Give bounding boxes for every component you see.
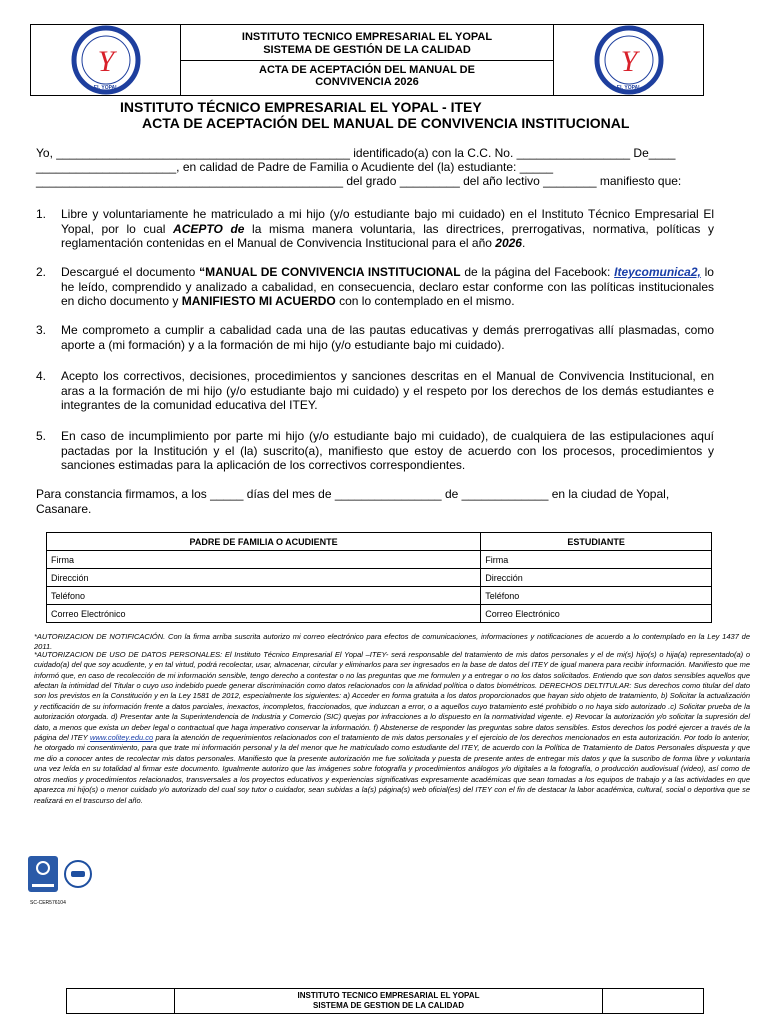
svg-text:Y: Y bbox=[97, 45, 114, 78]
table-row bbox=[47, 569, 712, 587]
closing-statement: Para constancia firmamos, a los _____ días del mes de ________________ de _____________ en la ciudad de Yopal, Casanare. bbox=[36, 487, 670, 516]
column-header-parent: PADRE DE FAMILIA O ACUDIENTE bbox=[47, 533, 481, 551]
certificate-code: SC-CER576104 bbox=[30, 900, 66, 906]
iqnet-cert-icon bbox=[64, 860, 92, 888]
email-field-student[interactable]: Correo Electrónico bbox=[481, 605, 712, 623]
email-field-parent[interactable]: Correo Electrónico bbox=[47, 605, 481, 623]
footer-line1: INSTITUTO TECNICO EMPRESARIAL EL YOPAL bbox=[297, 991, 480, 1000]
footer-left-cell bbox=[67, 989, 175, 1013]
list-item-3 bbox=[36, 323, 714, 352]
document-footer bbox=[66, 988, 704, 1014]
footer-right-cell bbox=[603, 989, 703, 1013]
fill-line-1: Yo, ____________________________________________ identificado(a) con la C.C. No. _________________ De____ bbox=[36, 146, 676, 160]
list-item-1 bbox=[36, 207, 714, 251]
list-item-number: 1. bbox=[36, 207, 47, 221]
list-item-number: 4. bbox=[36, 369, 47, 383]
signature-field-parent[interactable]: Firma bbox=[47, 551, 481, 569]
address-field-parent[interactable]: Dirección bbox=[47, 569, 481, 587]
svg-text:Y: Y bbox=[620, 45, 637, 78]
list-item-5 bbox=[36, 429, 714, 473]
signature-field-student[interactable]: Firma bbox=[481, 551, 712, 569]
footer-center-cell bbox=[175, 989, 603, 1013]
header-line4: CONVIVENCIA 2026 bbox=[315, 76, 419, 88]
school-logo-right bbox=[594, 25, 664, 95]
table-header-row bbox=[47, 533, 712, 551]
table-row bbox=[47, 605, 712, 623]
declarant-fill-block bbox=[36, 146, 714, 188]
document-header bbox=[30, 24, 704, 96]
table-row bbox=[47, 551, 712, 569]
list-item-text: Descargué el documento “MANUAL DE CONVIVENCIA INSTITUCIONAL de la página del Facebook: Iteycomunica2, lo he leído, comprendido y analizado a cabalidad, en consecuencia, declaro estar conforme con las políticas institucionales en dicho documento y MANIFIESTO MI ACUERDO con lo contemplado en el mismo. bbox=[61, 265, 714, 308]
svg-text:EL YOPAL: EL YOPAL bbox=[616, 85, 641, 91]
column-header-student: ESTUDIANTE bbox=[481, 533, 712, 551]
header-title-cell bbox=[181, 25, 553, 61]
facebook-link[interactable]: Iteycomunica2, bbox=[614, 265, 701, 279]
list-item-number: 2. bbox=[36, 265, 47, 279]
phone-field-student[interactable]: Teléfono bbox=[481, 587, 712, 605]
address-field-student[interactable]: Dirección bbox=[481, 569, 712, 587]
school-logo-left bbox=[71, 25, 141, 95]
main-title-line2: ACTA DE ACEPTACIÓN DEL MANUAL DE CONVIVENCIA INSTITUCIONAL bbox=[142, 115, 630, 131]
footer-line2: SISTEMA DE GESTION DE LA CALIDAD bbox=[313, 1001, 464, 1010]
svg-text:EL YOPAL: EL YOPAL bbox=[93, 85, 118, 91]
header-line2: SISTEMA DE GESTIÓN DE LA CALIDAD bbox=[263, 44, 471, 56]
signature-table bbox=[46, 532, 712, 623]
list-item-number: 3. bbox=[36, 323, 47, 337]
website-link[interactable]: www.colitey.edu.co bbox=[89, 733, 154, 743]
header-logo-left-cell bbox=[31, 25, 181, 95]
list-item-text: En caso de incumplimiento por parte mi hijo (y/o estudiante bajo mi cuidado), de cualquiera de las estipulaciones aquí pactadas por la Institución y el (la) suscrito(a), manifiesto que estoy de acuerdo con los procesos, procedimientos y sanciones estimadas para la aplicación de los correctivos correspondientes. bbox=[61, 429, 714, 472]
main-title bbox=[0, 99, 768, 131]
main-title-line1: INSTITUTO TÉCNICO EMPRESARIAL EL YOPAL - ITEY bbox=[120, 99, 482, 115]
list-item-text: Acepto los correctivos, decisiones, procedimientos y sanciones descritas en el Manual de Convivencia Institucional, en aras a la formación de mi hijo (y/o estudiante bajo mi cuidado) y el respeto por los derechos de los demás estudiantes e integrantes de la comunidad educativa del ITEY. bbox=[61, 369, 714, 412]
header-subtitle-cell bbox=[181, 61, 553, 95]
list-item-4 bbox=[36, 369, 714, 413]
header-line1: INSTITUTO TECNICO EMPRESARIAL EL YOPAL bbox=[241, 31, 493, 43]
authorization-text bbox=[34, 632, 750, 806]
phone-field-parent[interactable]: Teléfono bbox=[47, 587, 481, 605]
fill-line-2: _____________________, en calidad de Padre de Familia o Acudiente del (la) estudiante: _____ bbox=[36, 160, 554, 174]
certification-logos bbox=[28, 856, 92, 892]
list-item-2 bbox=[36, 265, 714, 309]
notification-authorization: *AUTORIZACION DE NOTIFICACIÓN. Con la firma arriba suscrita autorizo mi correo electrónico para efectos de comunicaciones, informaciones y notificaciones de acuerdo a lo contemplado en la Ley 1437 de 2011. bbox=[34, 632, 750, 652]
fill-line-3: ______________________________________________ del grado _________ del año lectivo ________ manifiesto que: bbox=[36, 174, 682, 188]
data-use-authorization: *AUTORIZACION DE USO DE DATOS PERSONALES: El Instituto Técnico Empresarial El Yopal –ITEY- será responsable del tratamiento de mis datos personales y el de mi(s) hijo(s) o hija(a) representado(a) o cuidado(a) del que soy acudiente, y en tal virtud, podrá recolectar, usar, almacenar, circular y eliminarlos para ser ingresados en la base de datos del ITEY de igual manera para recibir información. Manifiesto que me informó que, en caso de recolección de mi información sensible, tengo derecho a contestar o no las preguntas que me formulen y a entregar o no los datos solicitados. Entiendo que son datos sensibles aquellos que afectan la intimidad del Titular o cuyo uso indebido puede generar discriminación como datos relacionados con la afinidad política o datos biométricos. DERECHOS DELTITULAR: Sus derechos como titular del dato son los previstos en la Constitución y en la Ley 1581 de 2012, especialmente los siguientes: a) Acceder en forma gratuita a los datos proporcionados que hayan sido objeto de tratamiento, b) Solicitar la actualización y rectificación de su información frente a datos parciales, inexactos, incompletos, fraccionados, que induzcan a error, o a aquellos cuyo tratamiento esté prohibido o no haya sido autorizado .c) Solicitar prueba de la autorización otorgada. d) Presentar ante la Superintendencia de Industria y Comercio (SIC) quejas por infracciones a lo dispuesto en la normatividad vigente. e) Revocar la autorización y/o solicitar la supresión del dato, a menos que exista un deber legal o contractual que haga imperativo conservar la información. f) Abstenerse de responder las preguntas sobre datos sensibles. Estos derechos los podré ejercer a través de la página del ITEY www.colitey.edu.co para la atención de requerimientos relacionados con el tratamiento de mis datos personales y el ejercicio de los derechos mencionados en esta autorización. Por todo lo anterior, he otorgado mi consentimiento, para que trate mi información personal y la del menor que he matriculado como estudiante del ITEY, de acuerdo con la Política de Tratamiento de Datos Personales dispuesta y que me dio a conocer antes de recolectar mis datos personales. Manifiesto que la presente autorización me fue solicitada y puesta de presente antes de entregar mis datos y que la suscribo de forma libre y voluntaria una vez leída en su totalidad al firmar este documento. Igualmente autorizo que las imágenes sobre fotografía y procedimientos análogos y/o digitales a la fotografía, o producción audiovisual (video), así como de otros medios y procedimientos relacionados, transversales a los proyectos educativos y experiencias significativas expresamente académicas que sean tomadas a los equipos de trabajo y a las actividades en que aparezca mi hijo(s) o menor cuidado y/o autorizado del cual soy tutor o cuidador, sean subidas a la(s) página(s) web oficial(es) del ITEY con el fin de destacar la labor académica, cultural, social o deportiva que se realizará en el trascurso del año. bbox=[34, 649, 750, 805]
header-logo-right-cell bbox=[553, 25, 703, 95]
icontec-cert-icon bbox=[28, 856, 58, 892]
list-item-text: Libre y voluntariamente he matriculado a mi hijo (y/o estudiante bajo mi cuidado) en el Instituto Técnico Empresarial El Yopal, por lo cual ACEPTO de la misma manera voluntaria, las directrices, prerrogativas, normativa, políticas y reglamentación contenidas en el Manual de Convivencia Institucional para el año 2026. bbox=[61, 207, 714, 250]
header-line3: ACTA DE ACEPTACIÓN DEL MANUAL DE bbox=[259, 64, 475, 76]
table-row bbox=[47, 587, 712, 605]
list-item-number: 5. bbox=[36, 429, 47, 443]
list-item-text: Me comprometo a cumplir a cabalidad cada una de las pautas educativas y demás prerrogativas allí plasmadas, como aporte a (mi formación) y a la formación de mi hijo (y/o estudiante bajo mi cuidado). bbox=[61, 323, 714, 352]
